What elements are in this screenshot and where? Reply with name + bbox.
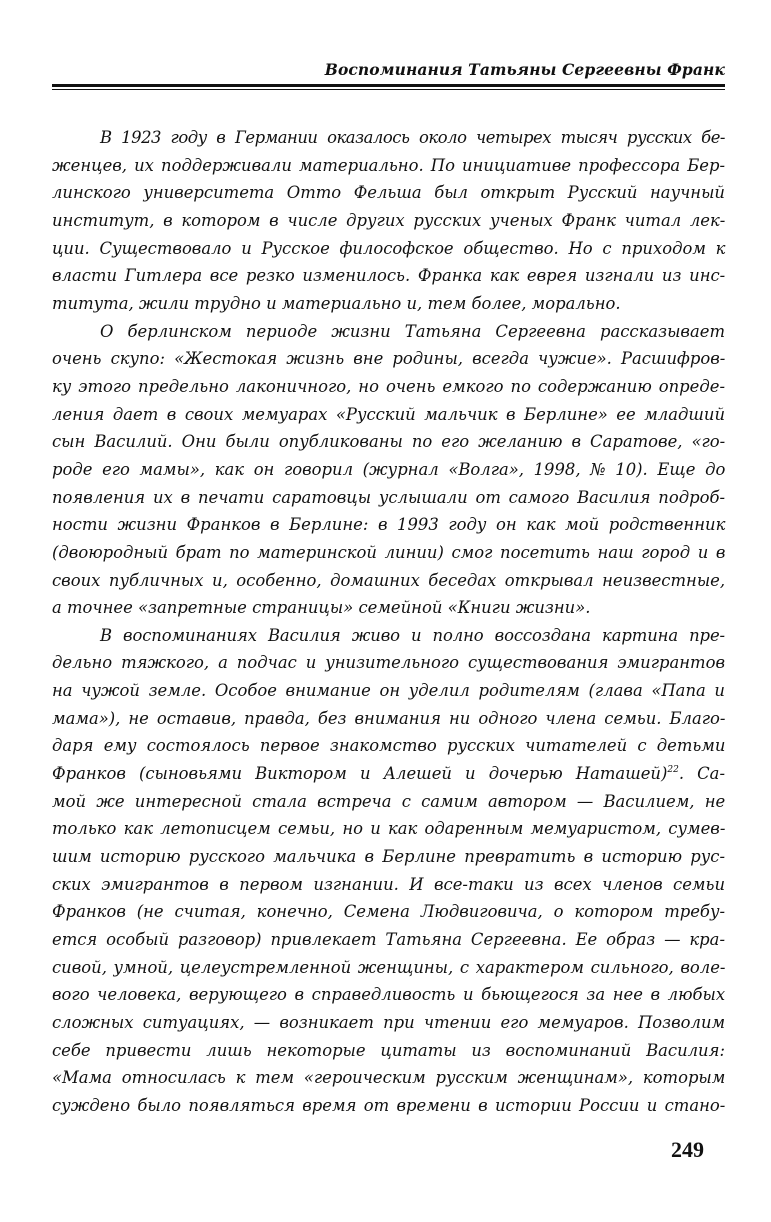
paragraph-2 — [52, 318, 725, 622]
text-line: В воспоминаниях Василия живо и полно воссоздана картина пре- — [100, 625, 725, 645]
text-line: дельно тяжкого, а подчас и унизительного существования эмигрантов — [52, 653, 725, 673]
text-line: ется особый разговор) привлекает Татьяна Сергеевна. Ее образ — кра- — [52, 930, 725, 950]
text-line: себе привести лишь некоторые цитаты из воспоминаний Василия: — [52, 1040, 725, 1060]
text-line: только как летописцем семьи, но и как одаренным мемуаристом, сумев- — [52, 819, 726, 839]
text-segment: . Са- — [678, 764, 725, 784]
text-line: институт, в котором в числе других русских ученых Франк читал лек- — [52, 210, 726, 230]
paragraph-3 — [52, 622, 725, 1120]
text-line: а точнее «запретные страницы» семейной «Книги жизни». — [52, 598, 591, 618]
text-line: суждено было появляться время от времени в истории России и стано- — [52, 1095, 726, 1115]
text-line: своих публичных и, особенно, домашних беседах открывал неизвестные, — [52, 570, 726, 590]
text-line: линского университета Отто Фельша был открыт Русский научный — [52, 183, 725, 203]
text-line: даря ему состоялось первое знакомство русских читателей с детьми — [52, 736, 726, 756]
text-line: ку этого предельно лаконичного, но очень емкого по содержанию опреде- — [52, 376, 725, 396]
text-line: сивой, умной, целеустремленной женщины, с характером сильного, воле- — [52, 957, 726, 977]
text-line: мама»), не оставив, правда, без внимания ни одного члена семьи. Благо- — [52, 708, 726, 728]
text-line: Франков (не считая, конечно, Семена Людвиговича, о котором требу- — [52, 902, 725, 922]
text-line: ности жизни Франков в Берлине: в 1993 году он как мой родственник — [52, 515, 726, 535]
text-line: власти Гитлера все резко изменилось. Франка как еврея изгнали из инс- — [52, 266, 726, 286]
text-line: сложных ситуациях, — возникает при чтении его мемуаров. Позволим — [52, 1013, 726, 1032]
text-line: вого человека, верующего в справедливость и бьющегося за нее в любых — [52, 985, 726, 1005]
text-line: В 1923 году в Германии оказалось около четырех тысяч русских бе- — [100, 128, 725, 147]
body-text — [52, 124, 725, 1120]
text-line: «Мама относилась к тем «героическим русским женщинам», которым — [52, 1068, 726, 1088]
text-line: роде его мамы», как он говорил (журнал «Волга», 1998, № 10). Еще до — [52, 459, 726, 479]
text-line: появления их в печати саратовцы услышали от самого Василия подроб- — [52, 487, 725, 507]
text-line: сын Василий. Они были опубликованы по его желанию в Саратове, «го- — [52, 432, 726, 452]
text-segment: Франков (сыновьями Виктором и Алешей и дочерью Наташей) — [52, 764, 668, 784]
running-head: Воспоминания Татьяны Сергеевны Франк — [324, 60, 725, 79]
text-line: ции. Существовало и Русское философское общество. Но с приходом к — [52, 238, 726, 258]
paragraph-1 — [52, 124, 725, 318]
text-line: О берлинском периоде жизни Татьяна Сергеевна рассказывает — [100, 321, 725, 341]
header-rule-thick — [52, 84, 725, 87]
text-line: (двоюродный брат по материнской линии) смог посетить наш город и в — [52, 542, 726, 562]
text-line: титута, жили трудно и материально и, тем более, морально. — [52, 293, 621, 313]
text-line-with-footnote — [52, 760, 725, 788]
text-line: на чужой земле. Особое внимание он уделил родителям (глава «Папа и — [52, 681, 725, 701]
text-line: женцев, их поддерживали материально. По инициативе профессора Бер- — [52, 155, 725, 175]
text-line: очень скупо: «Жестокая жизнь вне родины, всегда чужие». Расшифров- — [52, 349, 726, 369]
page-number: 249 — [671, 1137, 704, 1162]
text-line: ских эмигрантов в первом изгнании. И все-таки из всех членов семьи — [52, 874, 725, 894]
text-line: мой же интересной стала встреча с самим автором — Василием, не — [52, 791, 726, 811]
footnote-reference[interactable]: 22 — [667, 765, 679, 776]
text-line: ления дает в своих мемуарах «Русский мальчик в Берлине» ее младший — [52, 404, 726, 424]
header-rule-thin — [52, 89, 725, 90]
text-line: шим историю русского мальчика в Берлине превратить в историю рус- — [52, 847, 725, 867]
